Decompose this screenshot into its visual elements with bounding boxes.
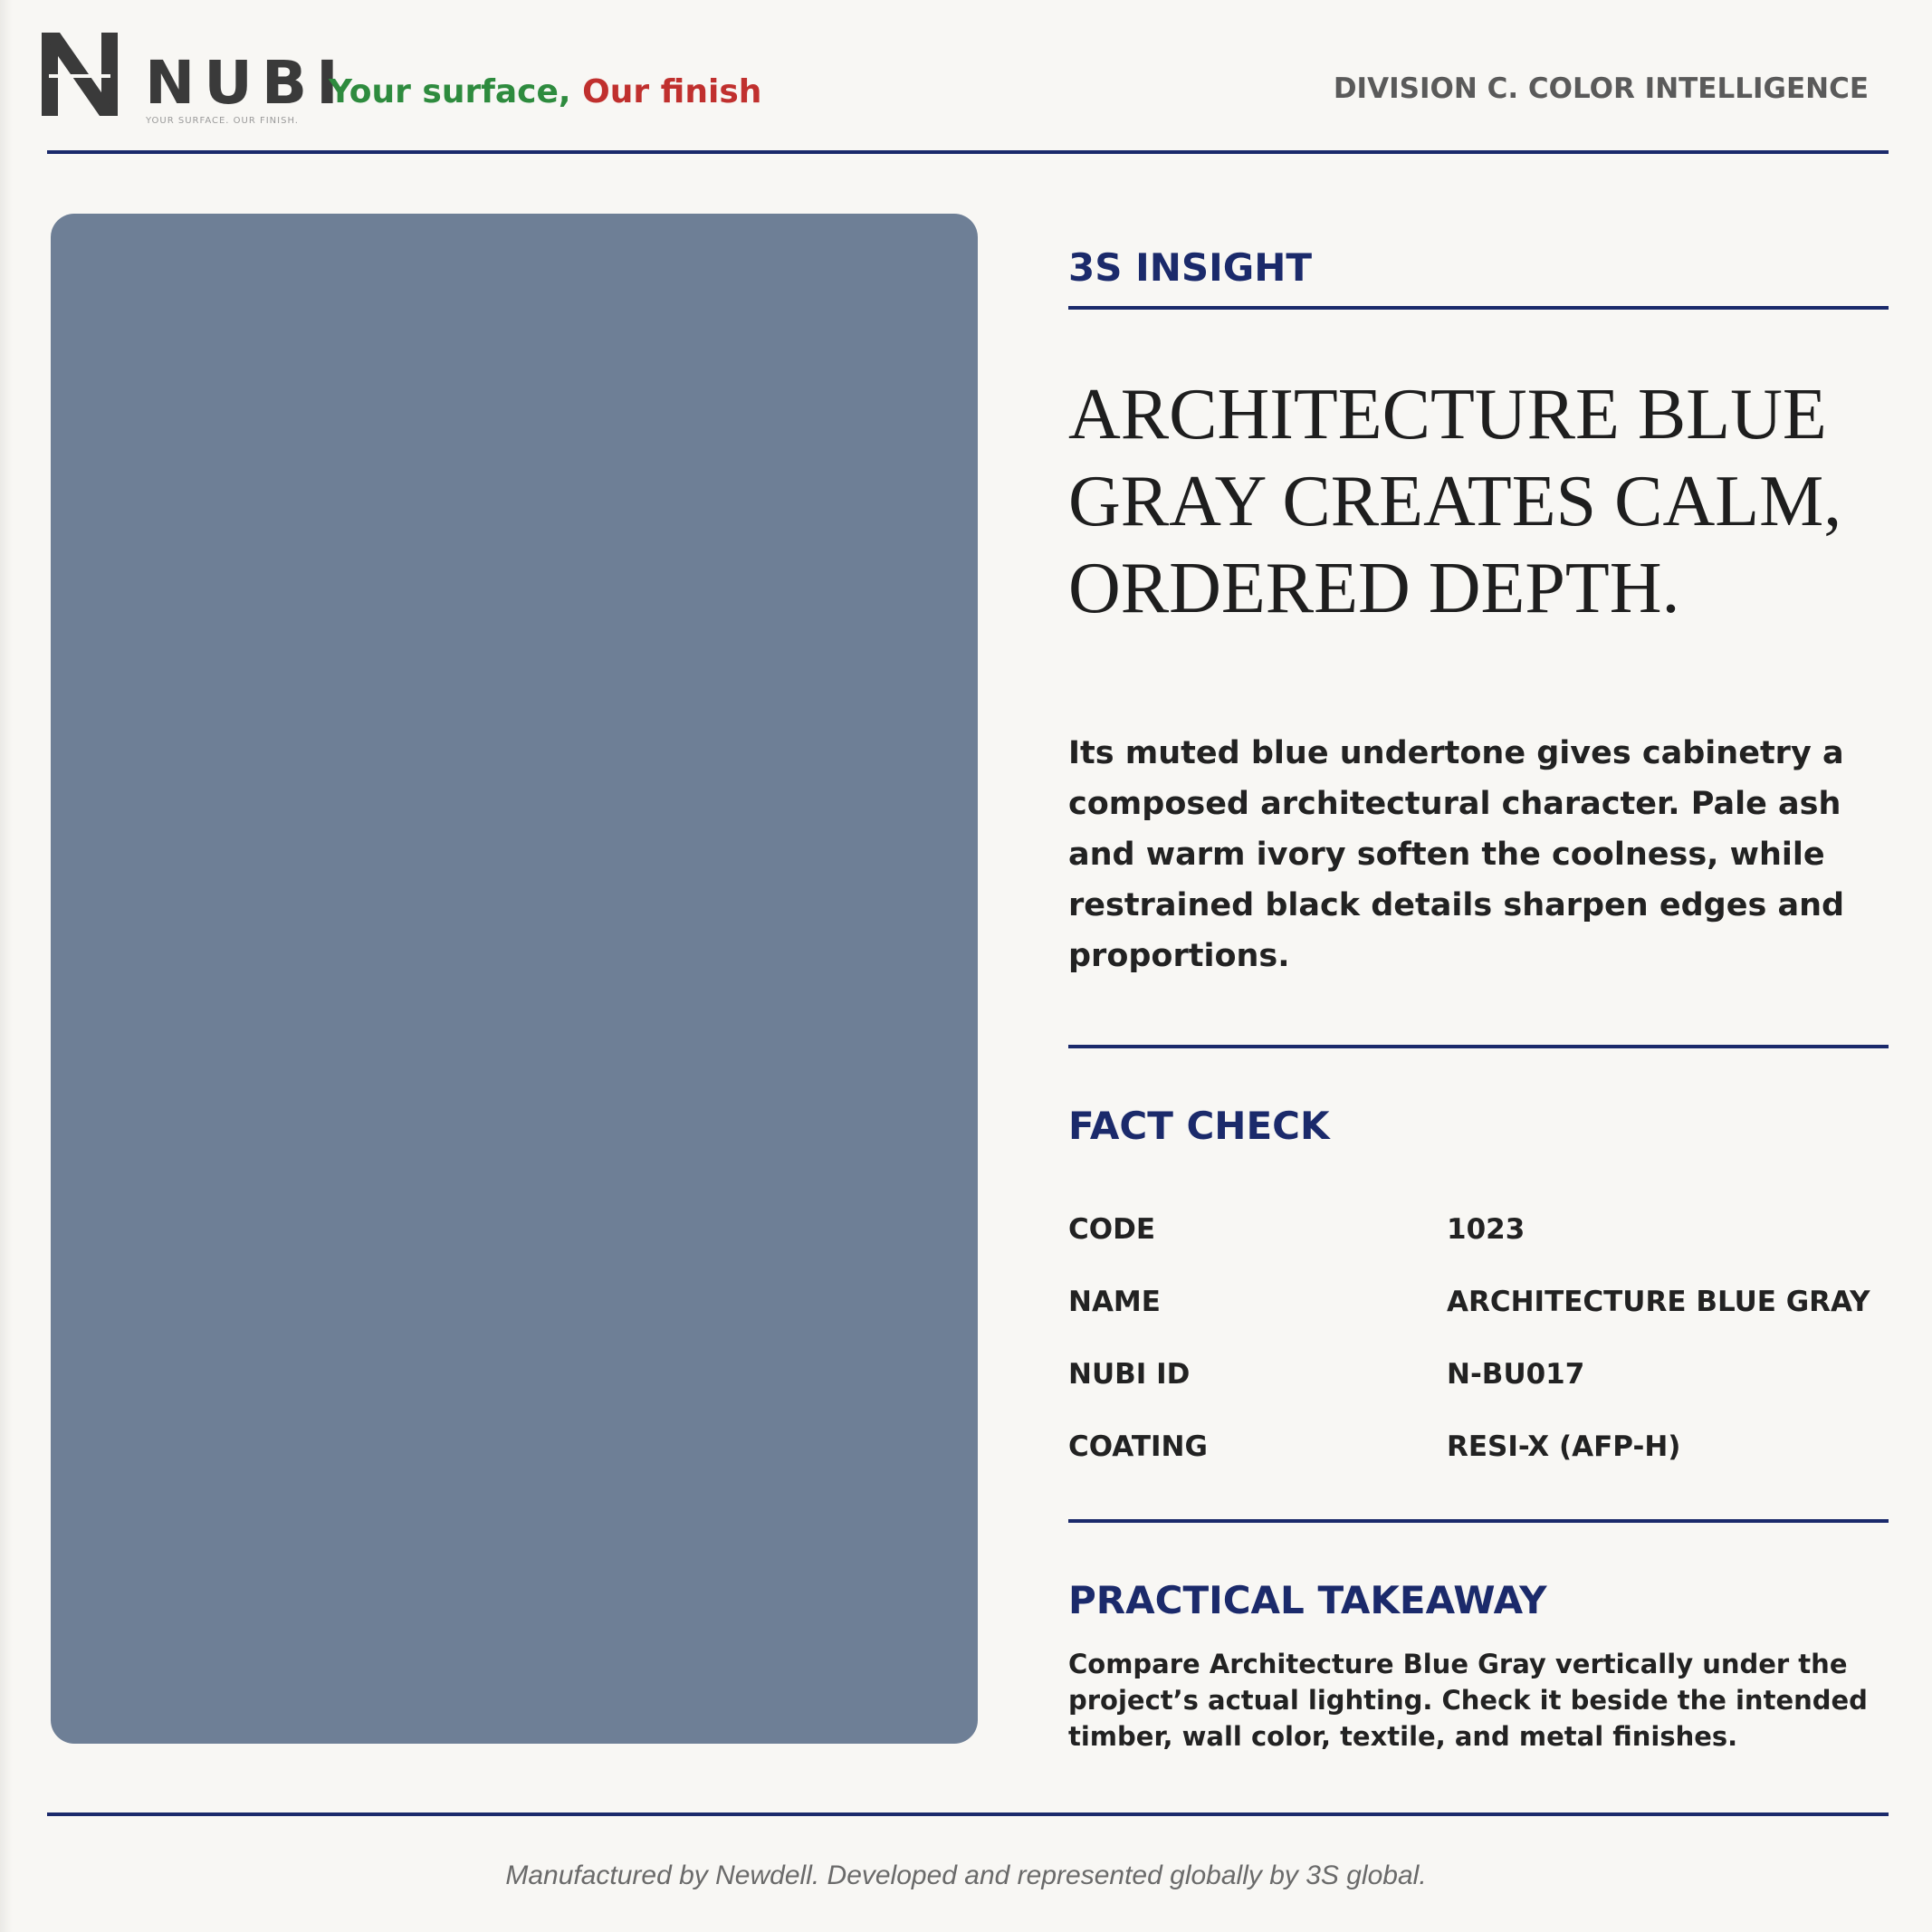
footer-credit: Manufactured by Newdell. Developed and represented globally by 3S global. [505,1860,1427,1890]
insight-body: Its muted blue undertone gives cabinetry a composed architectural character. Pale ash and warm ivory soften the coolness, while restrained black details sharpen edges and proportions. [1068,735,1845,974]
fact-value-nubi-id: N-BU017 [1447,1358,1585,1391]
insight-headline: ARCHITECTURE BLUE GRAY CREATES CALM, ORDERED DEPTH. [1068,375,1842,628]
fact-value-name: ARCHITECTURE BLUE GRAY [1447,1286,1870,1318]
fact-label-coating: COATING [1068,1430,1208,1463]
nubi-logo-icon [42,33,118,116]
insight-title-divider [1068,306,1889,310]
footer-divider [47,1812,1889,1816]
tagline [329,71,761,114]
tagline-red: Our finish [582,73,762,110]
fact-check-divider [1068,1519,1889,1523]
brand-name: NUBI [145,48,348,118]
header-divider [47,150,1889,154]
page-edge-shadow [0,0,13,1932]
division-label: DIVISION C. COLOR INTELLIGENCE [1333,72,1869,105]
brand-subline: YOUR SURFACE. OUR FINISH. [146,116,299,126]
tagline-green: Your surface, [329,73,571,110]
insight-divider [1068,1045,1889,1048]
color-swatch [51,214,978,1744]
fact-label-nubi-id: NUBI ID [1068,1358,1191,1391]
fact-value-coating: RESI-X (AFP-H) [1447,1430,1681,1463]
fact-check-title: FACT CHECK [1068,1104,1330,1148]
takeaway-title: PRACTICAL TAKEAWAY [1068,1578,1547,1622]
fact-label-code: CODE [1068,1213,1156,1246]
fact-value-code: 1023 [1447,1213,1526,1246]
fact-label-name: NAME [1068,1286,1161,1318]
takeaway-body: Compare Architecture Blue Gray vertically under the project’s actual lighting. Check it beside the intended timber, wall color, textile, and metal finishes. [1068,1649,1868,1752]
insight-title: 3S INSIGHT [1068,245,1313,290]
